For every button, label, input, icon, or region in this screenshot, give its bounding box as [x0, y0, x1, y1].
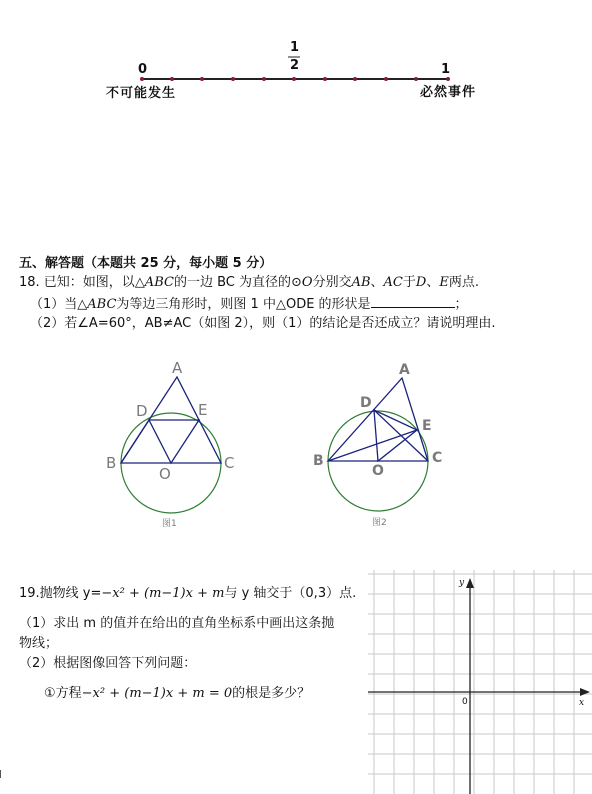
y-axis-arrow [466, 578, 474, 588]
scale-half-denominator: 2 [290, 58, 300, 73]
scale-caption-impossible: 不可能发生 [106, 86, 177, 101]
q18-circle-o: ⊙O [291, 275, 313, 290]
q18-part1-triangle: △ABC [77, 297, 117, 312]
q18-part1-a: （1）当 [30, 297, 78, 312]
q18-sep: 、 [370, 275, 384, 290]
fig2-caption: 图2 [372, 518, 387, 528]
fig1-triangle-ode [149, 420, 199, 463]
scale-label-one: 1 [441, 62, 451, 77]
fig2-label-d: D [360, 395, 372, 411]
grid-lines [368, 570, 592, 794]
q19-part1-line2: 物线； [19, 636, 59, 651]
q19-text-b: 与 y 轴交于（0,3）点. [224, 586, 357, 601]
q19-sub1 [44, 686, 310, 702]
figure-2 [315, 360, 445, 520]
q18-text-a: 18. 已知：如图，以 [19, 275, 135, 290]
q19-text-a: 19.抛物线 y= [19, 586, 102, 601]
q19-part2: （2）根据图像回答下列问题： [19, 656, 197, 671]
q19-part1-line1: （1）求出 m 的值并在给出的直角坐标系中画出这条抛 [19, 616, 335, 631]
fig1-label-d: D [136, 402, 148, 420]
margin-mark [0, 770, 1, 778]
q19-sub1-a: ①方程 [44, 686, 82, 701]
q18-part1-end: ； [454, 297, 468, 312]
q18-sep2: 、 [426, 275, 440, 290]
fig2-label-c: C [432, 450, 443, 466]
coordinate-grid[interactable] [368, 570, 592, 794]
fig1-label-o: O [159, 465, 171, 483]
fig2-label-a: A [399, 362, 410, 378]
fig1-label-e: E [198, 401, 208, 419]
fig1-caption: 图1 [162, 519, 177, 529]
q18-triangle-abc: △ABC [134, 275, 174, 290]
y-axis-label: y [459, 578, 465, 588]
section-heading: 五、解答题（本题共 25 分，每小题 5 分） [19, 256, 273, 271]
x-axis-arrow [580, 688, 590, 696]
q19-statement [19, 586, 356, 602]
q18-point-d: D [415, 275, 427, 290]
fig2-triangle-ode [374, 410, 417, 461]
fig2-label-o: O [372, 463, 384, 479]
q18-part1-b: 为等边三角形时，则图 1 中△ODE 的形状是 [116, 297, 371, 312]
q18-statement [19, 275, 479, 291]
scale-label-zero: 0 [138, 62, 148, 77]
fig1-label-a: A [172, 359, 183, 377]
q18-part2: （2）若∠A=60°，AB≠AC（如图 2），则（1）的结论是否还成立？请说明理由. [30, 316, 496, 331]
scale-half-numerator: 1 [290, 40, 300, 55]
scale-caption-certain: 必然事件 [420, 85, 477, 100]
q19-parabola-formula: −x² + (m−1)x + m [101, 586, 225, 601]
q18-part1 [30, 295, 468, 313]
fig2-label-b: B [313, 453, 324, 469]
q18-point-e: E [439, 275, 449, 290]
q18-text-c: 分别交 [312, 275, 352, 290]
q18-text-b: 的一边 BC 为直径的 [173, 275, 291, 290]
q19-sub1-b: 的根是多少？ [232, 686, 311, 701]
q19-equation: −x² + (m−1)x + m = 0 [81, 686, 233, 701]
q18-text-e: 两点. [448, 275, 479, 290]
fig2-triangle-abc [328, 378, 428, 461]
q18-ab: AB [351, 275, 371, 290]
q18-ac: AC [383, 275, 403, 290]
fig1-label-c: C [224, 454, 235, 472]
q18-text-d: 于 [402, 275, 416, 290]
origin-label: 0 [462, 697, 468, 707]
figure-1 [100, 355, 250, 530]
fig1-label-b: B [106, 454, 117, 472]
fig2-label-e: E [422, 418, 432, 434]
q18-answer-blank[interactable] [371, 295, 455, 308]
x-axis-label: x [579, 698, 585, 708]
